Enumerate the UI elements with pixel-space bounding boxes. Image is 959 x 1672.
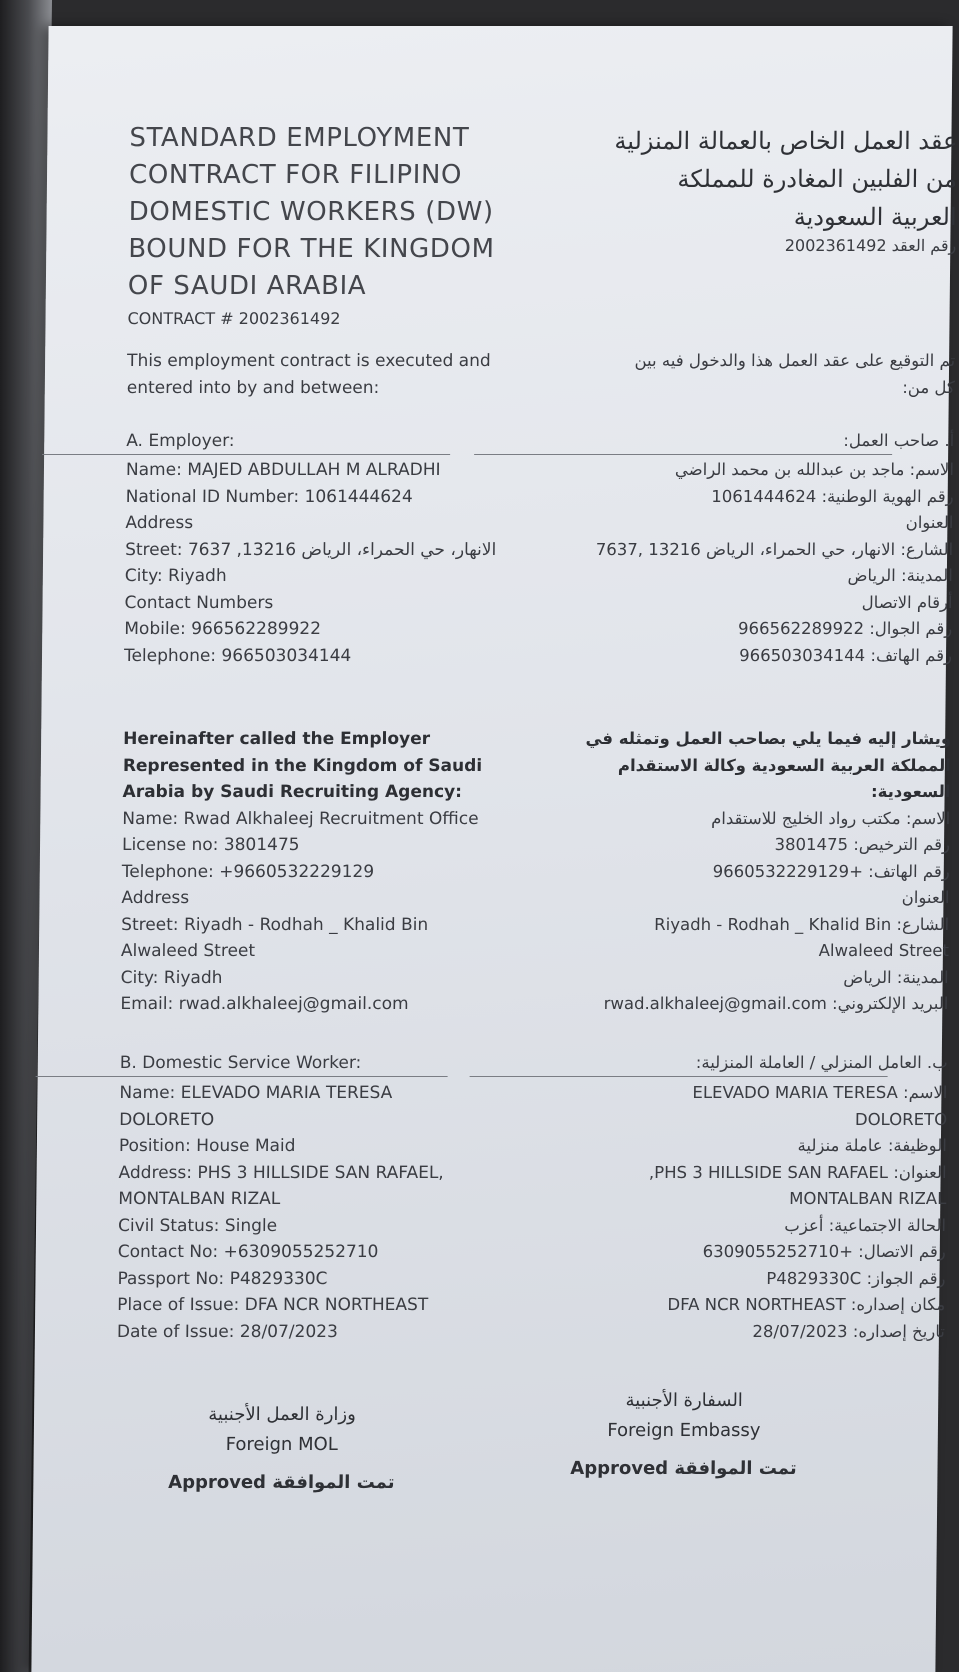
- employer-city-ar: المدينة: الرياض: [847, 566, 953, 585]
- worker-en: [120, 1050, 510, 1077]
- employer-details-en: [124, 457, 516, 669]
- agency-heading: Hereinafter called the Employer: [123, 729, 431, 749]
- worker-heading: B. Domestic Service Worker:: [119, 1053, 362, 1073]
- worker-passport: Passport No: P4829330C: [117, 1268, 328, 1289]
- worker-address-cont-ar: MONTALBAN RIZAL: [789, 1189, 947, 1208]
- agency-ar: [526, 726, 951, 1018]
- divider: [36, 1076, 448, 1077]
- contract-number-en: CONTRACT # 2002361492: [127, 309, 341, 328]
- title-line: OF SAUDI ARABIA: [127, 271, 367, 301]
- title-line: CONTRACT FOR FILIPINO: [128, 160, 463, 190]
- worker-address: Address: PHS 3 HILLSIDE SAN RAFAEL,: [118, 1162, 444, 1183]
- employer-mobile-ar: رقم الجوال: 966562289922: [737, 619, 953, 638]
- employer-contact-label: Contact Numbers: [124, 592, 274, 613]
- employer-address-label-ar: العنوان: [905, 513, 954, 532]
- agency-address-label: Address: [121, 888, 190, 908]
- agency-license-ar: رقم الترخيص: 3801475: [774, 835, 951, 854]
- employer-id-ar: رقم الهوية الوطنية: 1061444624: [711, 486, 954, 506]
- agency-street-ar: الشارع: Riyadh - Rodhah _ Khalid Bin: [654, 914, 950, 934]
- agency-license: License no: 3801475: [121, 835, 300, 855]
- agency-street-cont: Alwaleed Street: [120, 941, 256, 961]
- title-line: DOMESTIC WORKERS (DW): [128, 197, 494, 227]
- agency-street-cont-ar: Alwaleed Street: [818, 941, 950, 960]
- employer-mobile: Mobile: 966562289922: [124, 619, 322, 639]
- worker-passport-ar: رقم الجواز: P4829330C: [766, 1268, 946, 1288]
- title-line: STANDARD EMPLOYMENT: [129, 123, 470, 153]
- agency-email: Email: rwad.alkhaleej@gmail.com: [120, 994, 409, 1014]
- worker-position: Position: House Maid: [118, 1136, 296, 1156]
- employer-telephone-ar: رقم الهاتف: 966503034144: [739, 645, 953, 665]
- worker-place-of-issue: Place of Issue: DFA NCR NORTHEAST: [117, 1295, 429, 1315]
- employer-id: National ID Number: 1061444624: [125, 486, 413, 507]
- employer-address-label: Address: [125, 513, 194, 533]
- divider: [470, 1076, 888, 1077]
- agency-name-ar: الاسم: مكتب رواد الخليج للاستقدام: [711, 808, 951, 828]
- employer-details-ar: [530, 457, 954, 669]
- title-line-ar: العربية السعودية: [793, 203, 957, 231]
- worker-name-cont-ar: DOLORETO: [854, 1109, 948, 1129]
- worker-position-ar: الوظيفة: عاملة منزلية: [797, 1136, 947, 1155]
- title-line: BOUND FOR THE KINGDOM: [128, 234, 495, 264]
- employer-name: Name: MAJED ABDULLAH M ALRADHI: [125, 460, 441, 480]
- employer-telephone: Telephone: 966503034144: [123, 645, 352, 666]
- agency-street: Street: Riyadh - Rodhah _ Khalid Bin: [121, 914, 429, 935]
- intro-en: [127, 348, 518, 401]
- foreign-embassy-block: [513, 1386, 854, 1484]
- foreign-mol-status: Approved تمت الموافقة: [168, 1472, 395, 1493]
- agency-heading-ar: ويشار إليه فيما يلي بصاحب العمل وتمثله في: [585, 729, 952, 748]
- agency-en: [120, 726, 513, 1018]
- agency-address-label-ar: العنوان: [901, 888, 950, 907]
- worker-civil-status: Civil Status: Single: [117, 1215, 278, 1236]
- title-line-ar: من الفلبين المغادرة للمملكة: [677, 165, 958, 193]
- worker-details-en: [117, 1080, 510, 1345]
- title-en: [127, 120, 519, 328]
- worker-ar: [526, 1050, 948, 1077]
- worker-civil-status-ar: الحالة الاجتماعية: أعزب: [784, 1215, 947, 1235]
- agency-city: City: Riyadh: [120, 967, 223, 988]
- worker-contact: Contact No: +6309055252710: [117, 1242, 379, 1262]
- intro-line-ar: كل من:: [902, 377, 955, 397]
- agency-name: Name: Rwad Alkhaleej Recruitment Office: [122, 808, 479, 829]
- employer-street: Street: 7637 ,13216 الانهار، حي الحمراء، الرياض: [125, 539, 497, 560]
- worker-place-of-issue-ar: مكان إصداره: DFA NCR NORTHEAST: [667, 1295, 946, 1314]
- intro-ar: [533, 348, 956, 401]
- worker-contact-ar: رقم الاتصال: +6309055252710: [702, 1242, 946, 1261]
- worker-name: Name: ELEVADO MARIA TERESA: [119, 1083, 393, 1103]
- worker-address-cont: MONTALBAN RIZAL: [118, 1189, 281, 1209]
- contract-page: [31, 26, 958, 1672]
- foreign-embassy-label: Foreign Embassy: [607, 1420, 761, 1441]
- agency-heading: Arabia by Saudi Recruiting Agency:: [122, 782, 463, 802]
- worker-heading-ar: ب. العامل المنزلي / العاملة المنزلية:: [695, 1053, 948, 1072]
- agency-telephone: Telephone: +9660532229129: [121, 861, 375, 882]
- employer-en: [126, 428, 516, 455]
- employer-heading-ar: أ. صاحب العمل:: [843, 431, 955, 450]
- employer-city: City: Riyadh: [124, 566, 227, 586]
- employer-street-ar: الشارع: الانهار، حي الحمراء، الرياض 13216 ,7637: [595, 539, 954, 559]
- worker-address-ar: العنوان: PHS 3 HILLSIDE SAN RAFAEL,: [648, 1162, 947, 1182]
- divider: [42, 454, 450, 455]
- worker-name-ar: الاسم: ELEVADO MARIA TERESA: [692, 1083, 948, 1102]
- foreign-mol-block: [111, 1400, 452, 1498]
- foreign-embassy-status: Approved تمت الموافقة: [570, 1458, 797, 1479]
- worker-details-ar: [523, 1080, 948, 1345]
- employer-ar: [532, 428, 954, 455]
- agency-heading-ar: السعودية:: [870, 782, 951, 801]
- agency-telephone-ar: رقم الهاتف: +9660532229129: [712, 861, 950, 881]
- employer-heading: A. Employer:: [126, 431, 235, 451]
- foreign-embassy-label-ar: السفارة الأجنبية: [625, 1390, 743, 1411]
- agency-city-ar: المدينة: الرياض: [843, 967, 949, 987]
- worker-date-of-issue: Date of Issue: 28/07/2023: [116, 1321, 338, 1342]
- intro-line: This employment contract is executed and: [127, 351, 491, 371]
- employer-contact-label-ar: أرقام الاتصال: [861, 592, 953, 612]
- title-line-ar: عقد العمل الخاص بالعمالة المنزلية: [614, 127, 958, 155]
- foreign-mol-label: Foreign MOL: [225, 1434, 338, 1455]
- agency-email-ar: البريد الإلكتروني: rwad.alkhaleej@gmail.com: [603, 994, 949, 1013]
- divider: [474, 454, 892, 455]
- employer-name-ar: الاسم: ماجد بن عبدالله بن محمد الراضي: [674, 460, 955, 479]
- intro-line-ar: تم التوقيع على عقد العمل هذا والدخول فيه بين: [634, 351, 956, 370]
- intro-line: entered into by and between:: [126, 377, 380, 398]
- foreign-mol-label-ar: وزارة العمل الأجنبية: [208, 1404, 356, 1425]
- agency-heading: Represented in the Kingdom of Saudi: [122, 755, 483, 776]
- worker-name-cont: DOLORETO: [119, 1109, 215, 1130]
- contract-number-ar: رقم العقد 2002361492: [784, 236, 957, 255]
- worker-date-of-issue-ar: تاريخ إصداره: 28/07/2023: [752, 1321, 946, 1341]
- agency-heading-ar: المملكة العربية السعودية وكالة الاستقدام: [617, 755, 951, 775]
- title-ar: [534, 122, 957, 255]
